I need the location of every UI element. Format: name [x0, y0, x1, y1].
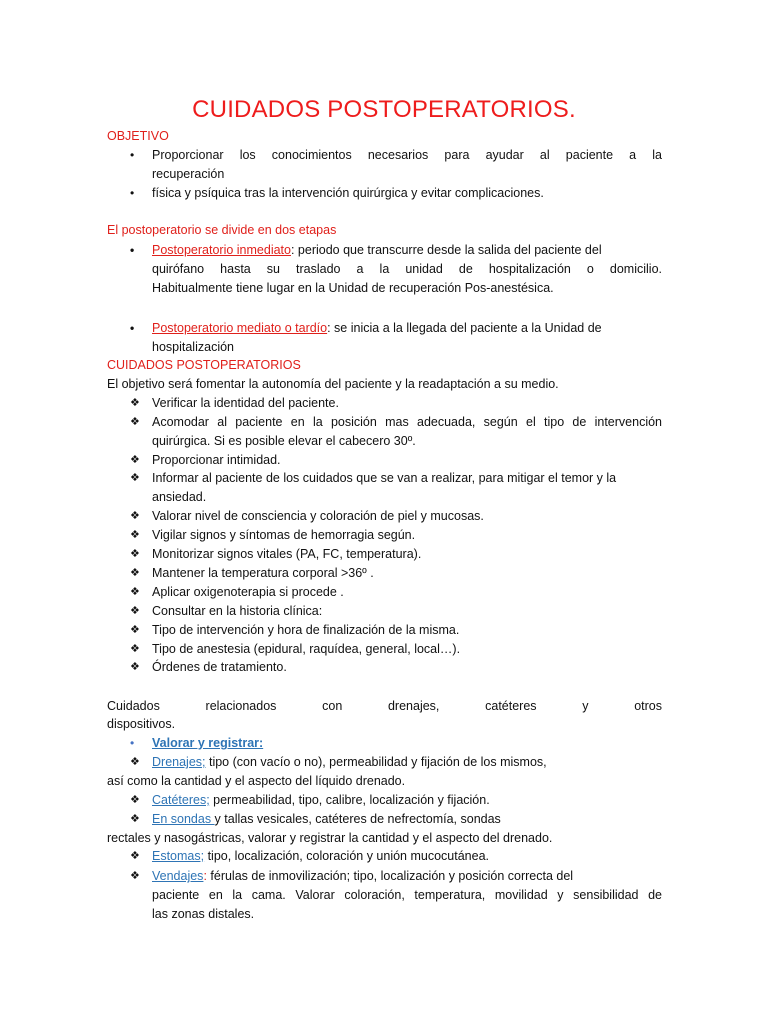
- diamond-bullet-icon: ❖: [130, 643, 140, 655]
- cuidado-item: Aplicar oxigenoterapia si procede .: [152, 585, 344, 599]
- vendajes-line3: las zonas distales.: [152, 907, 255, 921]
- objetivo-bullet1-line2: recuperación: [152, 167, 225, 181]
- cuidado-item: Proporcionar intimidad.: [152, 453, 281, 467]
- intro-word: relacionados: [205, 699, 277, 713]
- mediato-line1: [152, 319, 602, 337]
- cateteres-text: permeabilidad, tipo, calibre, localización y fijación.: [209, 793, 490, 807]
- diamond-bullet-icon: ❖: [130, 397, 140, 409]
- estomas-text: tipo, localización, coloración y unión mucocutánea.: [204, 849, 489, 863]
- estomas-label: Estomas;: [152, 849, 205, 863]
- etapas-heading: El postoperatorio se divide en dos etapas: [107, 223, 337, 237]
- diamond-bullet-icon: ❖: [130, 567, 140, 579]
- cateteres-label: Catéteres;: [152, 793, 210, 807]
- diamond-bullet-icon: ❖: [130, 416, 140, 428]
- cuidado-item: Monitorizar signos vitales (PA, FC, temperatura).: [152, 547, 422, 561]
- cuidado-item-cont: quirúrgica. Si es posible elevar el cabecero 30º.: [152, 434, 416, 448]
- mediato-label: Postoperatorio mediato o tardío: [152, 321, 328, 335]
- cuidado-item: Acomodar al paciente en la posición mas adecuada, según el tipo de intervención: [152, 415, 662, 429]
- diamond-bullet-icon: ❖: [130, 586, 140, 598]
- sondas-cont: rectales y nasogástricas, valorar y registrar la cantidad y el aspecto del drenado.: [107, 831, 553, 845]
- vendajes-line2: paciente en la cama. Valorar coloración, temperatura, movilidad y sensibilidad de: [152, 888, 662, 902]
- cuidados-intro: El objetivo será fomentar la autonomía del paciente y la readaptación a su medio.: [107, 377, 559, 391]
- cateteres-line: [152, 791, 490, 809]
- diamond-bullet-icon: ❖: [130, 813, 140, 825]
- objetivo-heading: OBJETIVO: [107, 129, 169, 143]
- inmediato-line2: quirófano hasta su traslado a la unidad de hospitalización o domicilio.: [152, 262, 662, 276]
- diamond-bullet-icon: ❖: [130, 624, 140, 636]
- inmediato-label: Postoperatorio inmediato: [152, 243, 291, 257]
- diamond-bullet-icon: ❖: [130, 605, 140, 617]
- intro-word: y: [582, 699, 589, 713]
- cuidado-item: Órdenes de tratamiento.: [152, 660, 287, 674]
- drenajes-label: Drenajes;: [152, 755, 206, 769]
- diamond-bullet-icon: ❖: [130, 548, 140, 560]
- diamond-bullet-icon: ❖: [130, 870, 140, 882]
- drenajes-intro-line1: [107, 697, 662, 715]
- diamond-bullet-icon: ❖: [130, 472, 140, 484]
- sondas-label: En sondas: [152, 812, 215, 826]
- inmediato-line3: Habitualmente tiene lugar en la Unidad de recuperación Pos-anestésica.: [152, 281, 554, 295]
- diamond-bullet-icon: ❖: [130, 510, 140, 522]
- drenajes-intro-line2: dispositivos.: [107, 717, 176, 731]
- cuidado-item: Consultar en la historia clínica:: [152, 604, 323, 618]
- drenajes-cont: así como la cantidad y el aspecto del líquido drenado.: [107, 774, 406, 788]
- valorar-registrar: Valorar y registrar:: [152, 736, 264, 750]
- diamond-bullet-icon: ❖: [130, 454, 140, 466]
- cuidado-item: Verificar la identidad del paciente.: [152, 396, 339, 410]
- sondas-line: [152, 810, 501, 828]
- cuidado-item: Vigilar signos y síntomas de hemorragia según.: [152, 528, 416, 542]
- page-title: CUIDADOS POSTOPERATORIOS.: [192, 96, 576, 123]
- bullet-dot-icon: •: [130, 148, 135, 162]
- vendajes-line1: [152, 867, 662, 885]
- sondas-text: y tallas vesicales, catéteres de nefrectomía, sondas: [214, 812, 501, 826]
- drenajes-line: [152, 753, 547, 771]
- objetivo-bullet2: física y psíquica tras la intervención quirúrgica y evitar complicaciones.: [152, 186, 544, 200]
- vendajes-text-l1: férulas de inmovilización; tipo, localización y posición correcta del: [206, 869, 574, 883]
- objetivo-bullet1-line1: Proporcionar los conocimientos necesarios para ayudar al paciente a la: [152, 148, 662, 162]
- vendajes-colon: :: [203, 869, 207, 883]
- intro-word: con: [322, 699, 343, 713]
- diamond-bullet-icon: ❖: [130, 529, 140, 541]
- bullet-dot-icon: •: [130, 736, 135, 750]
- mediato-line2: hospitalización: [152, 340, 234, 354]
- intro-word: Cuidados: [107, 699, 160, 713]
- drenajes-text: tipo (con vacío o no), permeabilidad y fijación de los mismos,: [205, 755, 547, 769]
- bullet-dot-icon: •: [130, 186, 135, 200]
- intro-word: drenajes,: [387, 699, 440, 713]
- bullet-dot-icon: •: [130, 321, 135, 335]
- estomas-line: [152, 847, 489, 865]
- diamond-bullet-icon: ❖: [130, 661, 140, 673]
- diamond-bullet-icon: ❖: [130, 794, 140, 806]
- inmediato-text-l1: : periodo que transcurre desde la salida del paciente del: [290, 243, 602, 257]
- cuidado-item: Tipo de anestesia (epidural, raquídea, general, local…).: [152, 642, 461, 656]
- intro-word: otros: [634, 699, 662, 713]
- vendajes-label: Vendajes: [152, 869, 204, 883]
- mediato-text-l1: : se inicia a la llegada del paciente a la Unidad de: [327, 321, 602, 335]
- cuidado-item: Valorar nivel de consciencia y coloración de piel y mucosas.: [152, 509, 484, 523]
- intro-word: catéteres: [485, 699, 537, 713]
- cuidado-item-cont: ansiedad.: [152, 490, 207, 504]
- cuidado-item: Tipo de intervención y hora de finalización de la misma.: [152, 623, 460, 637]
- cuidados-heading: CUIDADOS POSTOPERATORIOS: [107, 358, 301, 372]
- diamond-bullet-icon: ❖: [130, 850, 140, 862]
- diamond-bullet-icon: ❖: [130, 756, 140, 768]
- bullet-dot-icon: •: [130, 243, 135, 257]
- cuidado-item: Mantener la temperatura corporal >36º .: [152, 566, 374, 580]
- inmediato-line1: [152, 241, 662, 259]
- cuidado-item: Informar al paciente de los cuidados que se van a realizar, para mitigar el temor y la: [152, 471, 617, 485]
